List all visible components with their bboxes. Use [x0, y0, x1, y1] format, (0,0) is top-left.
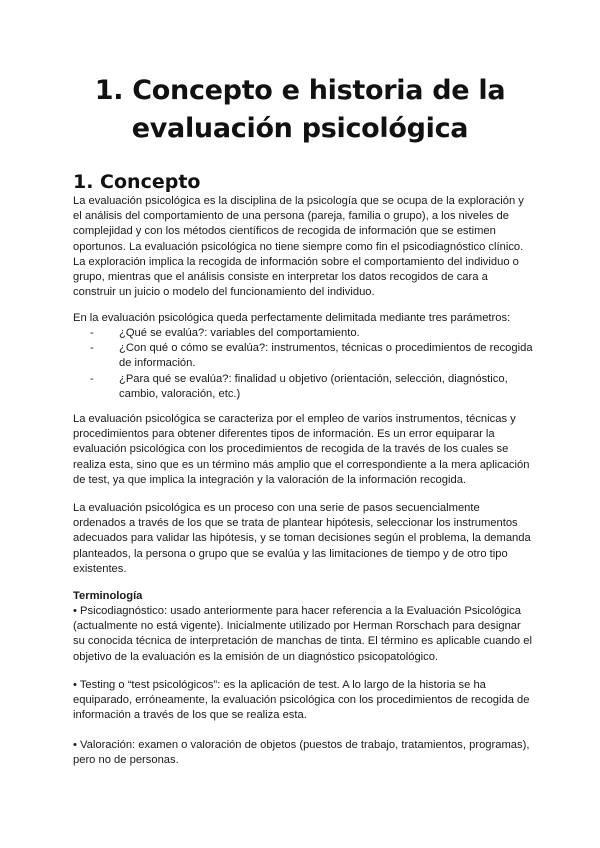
parameters-list [73, 326, 533, 402]
dash-bullet-icon: - [90, 342, 94, 355]
paragraph-concept-definition: La evaluación psicológica es la disciplina de la psicología que se ocupa de la exploración y el análisis del comportamiento de una persona (pareja, familia o grupo), a los niveles de complejidad y con los métodos científicos de recogida de información que se estimen oportunos. La evaluación psicológica no tiene siempre como fin el psicodiagnóstico clínico. La exploración implica la recogida de información sobre el comportamiento del individuo o grupo, mientras que el análisis consiste en interpretar los datos recogidos de cara a construir un juicio o modelo del funcionamiento del individuo. [73, 195, 524, 299]
list-item [73, 372, 533, 402]
list-item-text: ¿Qué se evalúa?: variables del comportamiento. [119, 327, 360, 339]
terminology-item-testing: • Testing o “test psicológicos”: es la aplicación de test. A lo largo de la historia se ha equiparado, erróneamente, la evaluación psicológica con los procedimientos de recogida de información a través de los que se realiza esta. [73, 679, 530, 722]
paragraph-parameters-intro: En la evaluación psicológica queda perfectamente delimitada mediante tres parámetros: [73, 312, 511, 324]
dash-bullet-icon: - [90, 327, 94, 339]
paragraph-characteristics: La evaluación psicológica se caracteriza por el empleo de varios instrumentos, técnicas y procedimientos para obtener diferentes tipos de información. Es un error equiparar la evaluación psicológica con los procedimientos de recogida de la través de los cuales se realiza esta, sino que es un término más amplio que el correspondiente a la mera aplicación de test, ya que implica la integración y la valoración de la información recogida. [73, 413, 530, 486]
terminology-item-valoracion: • Valoración: examen o valoración de objetos (puestos de trabajo, tratamientos, programas), pero no de personas. [73, 739, 530, 767]
terminology-heading: Terminología [73, 590, 143, 602]
list-item-text: ¿Para qué se evalúa?: finalidad u objetivo (orientación, selección, diagnóstico, cambio, valoración, etc.) [119, 372, 508, 400]
list-item [73, 326, 533, 341]
terminology-item-psicodiagnostico: • Psicodiagnóstico: usado anteriormente para hacer referencia a la Evaluación Psicológica (actualmente no está vigente). Inicialmente utilizado por Herman Rorschach para designar su conocida técnica de interpretación de manchas de tinta. El término es aplicable cuando el objetivo de la evaluación es la emisión de un diagnóstico psicopatológico. [73, 605, 532, 663]
list-item-text: ¿Con qué o cómo se evalúa?: instrumentos, técnicas o procedimientos de recogida de información. [119, 342, 533, 370]
dash-bullet-icon: - [90, 372, 94, 385]
section-heading: 1. Concepto [73, 171, 201, 193]
paragraph-process: La evaluación psicológica es un proceso con una serie de pasos secuencialmente ordenados a través de los que se trata de plantear hipótesis, seleccionar los instrumentos adecuados para validar las hipótesis, y se toman decisiones según el problema, la demanda planteados, la persona o grupo que se evalúa y las limitaciones de tiempo y de otro tipo existentes. [73, 502, 531, 575]
page-title: 1. Concepto e historia de la evaluación psicológica [94, 75, 506, 144]
list-item [73, 341, 533, 371]
